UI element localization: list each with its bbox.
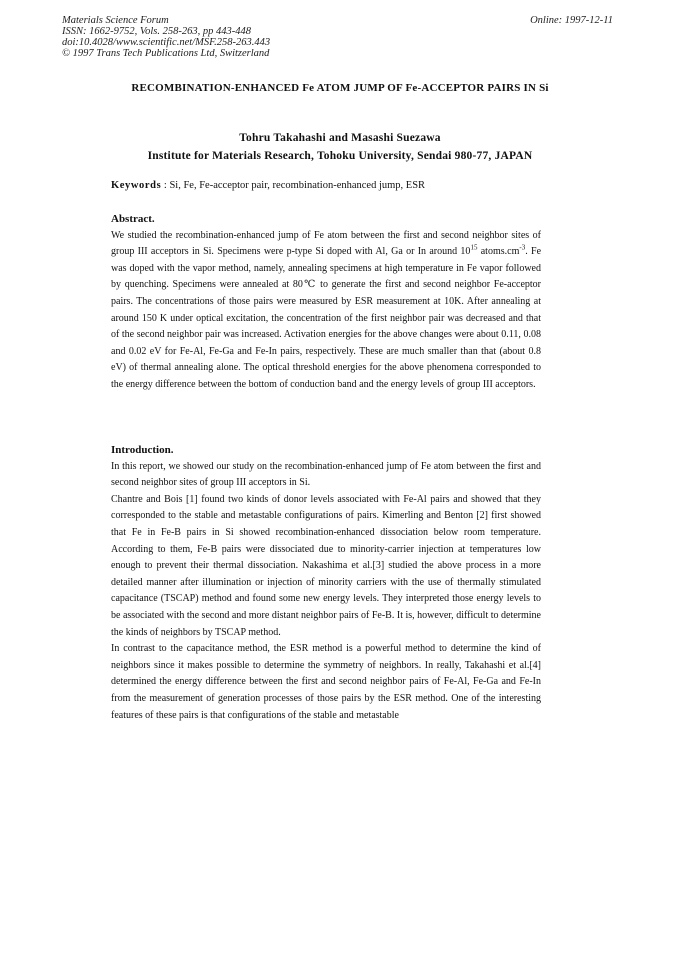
issn-line: ISSN: 1662-9752, Vols. 258-263, pp 443-448 (62, 26, 251, 37)
online-date: Online: 1997-12-11 (530, 15, 613, 26)
abstract-text-2: atoms.cm (477, 246, 520, 258)
keywords-line (111, 180, 425, 191)
abstract-exponent-1: 15 (470, 243, 478, 252)
abstract-section (111, 211, 541, 394)
keywords-label: Keywords (111, 180, 162, 191)
doi-line: doi:10.4028/www.scientific.net/MSF.258-263.443 (62, 37, 271, 48)
author-block (80, 129, 600, 165)
publication-info (62, 15, 270, 59)
journal-name: Materials Science Forum (62, 15, 169, 26)
copyright-line: © 1997 Trans Tech Publications Ltd, Switzerland (62, 48, 270, 59)
intro-paragraph: In this report, we showed our study on the recombination-enhanced jump of Fe atom between the first and second neighbor sites of group III acceptors in Si. (111, 460, 541, 489)
abstract-text-1: We studied the recombination-enhanced jump of Fe atom between the first and second neighbor sites of group III acceptors in Si. Specimens were p-type Si doped with Al, Ga or In around 10 (111, 229, 541, 258)
abstract-exponent-2: -3 (519, 243, 526, 252)
intro-paragraph: In contrast to the capacitance method, the ESR method is a powerful method to determine the kind of neighbors since it makes possible to determine the symmetry of neighbors. In really, Takahashi et al.[4] determined the energy difference between the first and second neighbor pairs of Fe-Al, Fe-Ga and Fe-In from the measurement of generation processes of those pairs by the ESR method. One of the interesting features of these pairs is that configurations of the stable and metastable (111, 643, 541, 721)
abstract-text-3: . Fe was doped with the vapor method, namely, annealing specimens at high temperature in Fe vapor followed by quenching. Specimens were annealed at 80℃ to generate the first and second neighbor Fe-acceptor pairs. The concentrations of those pairs were measured by ESR measurement at 10K. After annealing at around 150 K under optical excitation, the concentration of the first neighbor pair was decreased and that of the second neighbor pair was increased. Activation energies for the above changes were about 0.11, 0.08 and 0.02 eV for Fe-Al, Fe-Ga and Fe-In pairs, respectively. These are much smaller than that (about 0.8 eV) of thermal annealing alone. The optical threshold energies for the above phenomena corresponded to the energy difference between the bottom of conduction band and the energy levels of group III acceptors. (111, 246, 542, 390)
abstract-heading: Abstract. (111, 213, 155, 225)
introduction-heading: Introduction. (111, 444, 174, 456)
affiliation: Institute for Materials Research, Tohoku University, Sendai 980-77, JAPAN (147, 150, 533, 162)
introduction-section (111, 442, 541, 724)
author-names: Tohru Takahashi and Masashi Suezawa (239, 132, 441, 144)
intro-paragraph: Chantre and Bois [1] found two kinds of donor levels associated with Fe-Al pairs and showed that they corresponded to the stable and metastable configurations of pairs. Kimerling and Benton [2] first showed that Fe in Fe-B pairs in Si showed recombination-enhanced dissociation below room temperature. According to them, Fe-B pairs were dissociated due to minority-carrier injection at temperatures low enough to prevent their thermal dissociation. Nakashima et al.[3] studied the above process in a more detailed manner after illumination or injection of minority carriers with the use of thermally stimulated capacitance (TSCAP) method and found some new energy levels. They interpreted those energy levels to be associated with the second and more distant neighbor pairs of Fe-B. It is, however, difficult to determine the kinds of neighbors by TSCAP method. (111, 493, 541, 638)
keywords-text: : Si, Fe, Fe-acceptor pair, recombination-enhanced jump, ESR (161, 180, 426, 191)
paper-title: RECOMBINATION-ENHANCED Fe ATOM JUMP OF Fe-ACCEPTOR PAIRS IN Si (131, 82, 549, 94)
abstract-body (111, 228, 541, 394)
